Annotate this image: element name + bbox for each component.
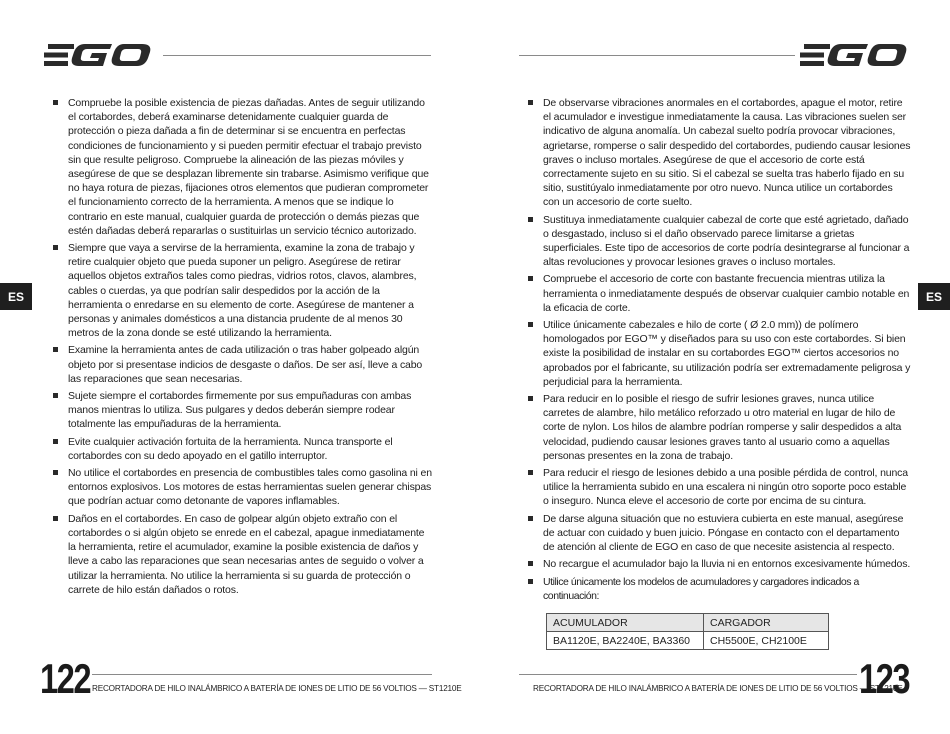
list-item: Evite cualquier activación fortuita de la herramienta. Nunca transporte el cortabordes con su dedo apoyado en el gatillo interruptor.: [52, 435, 432, 463]
footer-text: RECORTADORA DE HILO INALÁMBRICO A BATERÍA DE IONES DE LITIO DE 56 VOLTIOS — ST1210E: [533, 684, 903, 693]
bullet-icon: [528, 396, 533, 401]
bullet-icon: [53, 393, 58, 398]
right-page: [475, 0, 950, 734]
table-header-cargador: CARGADOR: [704, 614, 829, 632]
bullet-icon: [528, 217, 533, 222]
list-item: Utilice únicamente los modelos de acumuladores y cargadores indicados a continuación:: [527, 575, 911, 603]
bullet-icon: [528, 276, 533, 281]
ego-logo: [44, 40, 152, 70]
language-tab: ES: [0, 283, 32, 310]
footer-text: RECORTADORA DE HILO INALÁMBRICO A BATERÍA DE IONES DE LITIO DE 56 VOLTIOS — ST1210E: [92, 684, 462, 693]
list-item: Daños en el cortabordes. En caso de golpear algún objeto extraño con el cortabordes o si algún objeto se enrede en el cabezal, apague inmediatamente la herramienta, retire el acumulador, examine la posible existencia de daños y lleve a cabo las reparaciones que sean necesarias antes de seguido o volver a utilizar la herramienta. No utilice la herramienta si su guarda de protección o carrete de hilo están dañados o rotos.: [52, 512, 432, 597]
left-content: [52, 96, 432, 600]
list-item: Compruebe la posible existencia de piezas dañadas. Antes de seguir utilizando el cortabordes, deberá examinarse detenidamente cualquier guarda de protección o pieza dañada a fin de determinar si se encuentra en perfectas condiciones de funcionamiento y si pueden permitir efectuar el trabajo previsto sin que resulte peligroso. Compruebe la alineación de las piezas móviles y asegúrese de que se desplazan libremente sin trabarse. Asimismo verifique que no haya rotura de piezas, fijaciones otros elementos que pudieran comprometer el funcionamiento correcto de la herramienta. A menos que se indique lo contrario en este manual, cualquier guarda de protección o demás piezas que estén dañadas deberá repararlas o sustituirlas un servicio técnico autorizado.: [52, 96, 432, 238]
header-rule: [163, 55, 431, 56]
bullet-icon: [528, 579, 533, 584]
list-item: Para reducir el riesgo de lesiones debido a una posible pérdida de control, nunca utilice la herramienta subido en una escalera ni ningún otro soporte poco estable o inseguro. Nunca eleve el accesorio de corte por encima de su cintura.: [527, 466, 911, 509]
page-number: 123: [859, 655, 909, 702]
header-rule: [519, 55, 795, 56]
language-tab: ES: [918, 283, 950, 310]
table-cell-chargers: CH5500E, CH2100E: [704, 632, 829, 650]
page-number: 122: [40, 655, 90, 702]
list-item: Siempre que vaya a servirse de la herramienta, examine la zona de trabajo y retire cualquier objeto que pueda suponer un peligro. Asegúrese de retirar aquellos objetos extraños tales como piedras, vidrios rotos, clavos, alambres, cables o cuerdas, ya que podrían salir despedidos por la acción de la herramienta o enredarse en su elemento de corte. Asegúrese de mantener a personas y animales domésticos a una distancia prudente de al menos 30 metros de la zona donde se esté utilizando la herramienta.: [52, 241, 432, 340]
ego-logo: [800, 40, 908, 70]
bullet-icon: [53, 347, 58, 352]
table-row: [547, 632, 829, 650]
bullet-icon: [53, 439, 58, 444]
table-cell-batteries: BA1120E, BA2240E, BA3360: [547, 632, 704, 650]
bullet-icon: [528, 561, 533, 566]
bullet-icon: [53, 516, 58, 521]
bullet-icon: [528, 322, 533, 327]
list-item: Utilice únicamente cabezales e hilo de corte ( Ø 2.0 mm)) de polímero homologados por EGO™ y diseñados para su uso con este cortabordes. Si bien existe la posibilidad de instalar en su cortabordes EGO™ ciertos accesorios no aprobados por el fabricante, su utilización podría ser extremadamente peligrosa y perjudicial para la herramienta.: [527, 318, 911, 389]
list-item: Sustituya inmediatamente cualquier cabezal de corte que esté agrietado, dañado o desgastado, incluso si el daño observado parece limitarse a grietas superficiales. Este tipo de accesorios de corte podría desintegrarse al funcionar a altas revoluciones y provocar lesiones graves o incluso mortales.: [527, 213, 911, 270]
table-header-acumulador: ACUMULADOR: [547, 614, 704, 632]
footer-rule: [92, 674, 432, 675]
bullet-icon: [528, 470, 533, 475]
bullet-icon: [53, 470, 58, 475]
right-bullet-list: [527, 96, 911, 603]
bullet-icon: [528, 516, 533, 521]
list-item: Compruebe el accesorio de corte con bastante frecuencia mientras utiliza la herramienta o inmediatamente después de observar cualquier cambio notable en la eficacia de corte.: [527, 272, 911, 315]
left-bullet-list: [52, 96, 432, 597]
table-header-row: [547, 614, 829, 632]
list-item: Para reducir en lo posible el riesgo de sufrir lesiones graves, nunca utilice carretes de alambre, hilo metálico reforzado u otro material en lugar de hilo de corte de nylon. Los hilos de alambre podrían romperse y salir despedidos a alta velocidad, pudiendo causar lesiones graves tanto al usuario como a aquellas personas presentes en la zona de trabajo.: [527, 392, 911, 463]
battery-charger-table: [546, 613, 829, 650]
list-item: De observarse vibraciones anormales en el cortabordes, apague el motor, retire el acumulador e investigue inmediatamente la causa. Las vibraciones suelen ser indicativo de alguna anomalía. Un cabezal suelto podría provocar vibraciones, agrietarse, romperse o salir despedido del cortabordes, pudiendo causar lesiones graves o incluso mortales. Asegúrese de que el accesorio de corte está correctamente sujeto en su sitio. Si el cabezal se suelta tras haberlo fijado en su sitio, sustitúyalo inmediatamente por otro nuevo. Nunca utilice un cortabordes con un accesorio de corte suelto.: [527, 96, 911, 210]
footer-rule: [519, 674, 857, 675]
list-item: Sujete siempre el cortabordes firmemente por sus empuñaduras con ambas manos mientras lo utiliza. Sus pulgares y dedos deberán siempre rodear totalmente las empuñaduras de la herramienta.: [52, 389, 432, 432]
list-item: Examine la herramienta antes de cada utilización o tras haber golpeado algún objeto por si presentase indicios de desgaste o daños. De ser así, lleve a cabo las reparaciones que sean necesarias.: [52, 343, 432, 386]
list-item: No utilice el cortabordes en presencia de combustibles tales como gasolina ni en entornos explosivos. Los motores de estas herramientas suelen generar chispas que podrían actuar como detonante de vapores inflamables.: [52, 466, 432, 509]
list-item: No recargue el acumulador bajo la lluvia ni en entornos excesivamente húmedos.: [527, 557, 911, 571]
bullet-icon: [528, 100, 533, 105]
right-content: [527, 96, 911, 606]
bullet-icon: [53, 245, 58, 250]
bullet-icon: [53, 100, 58, 105]
list-item: De darse alguna situación que no estuviera cubierta en este manual, asegúrese de actuar con cuidado y buen juicio. Póngase en contacto con el departamento de atención al cliente de EGO en caso de que necesite asistencia al respecto.: [527, 512, 911, 555]
